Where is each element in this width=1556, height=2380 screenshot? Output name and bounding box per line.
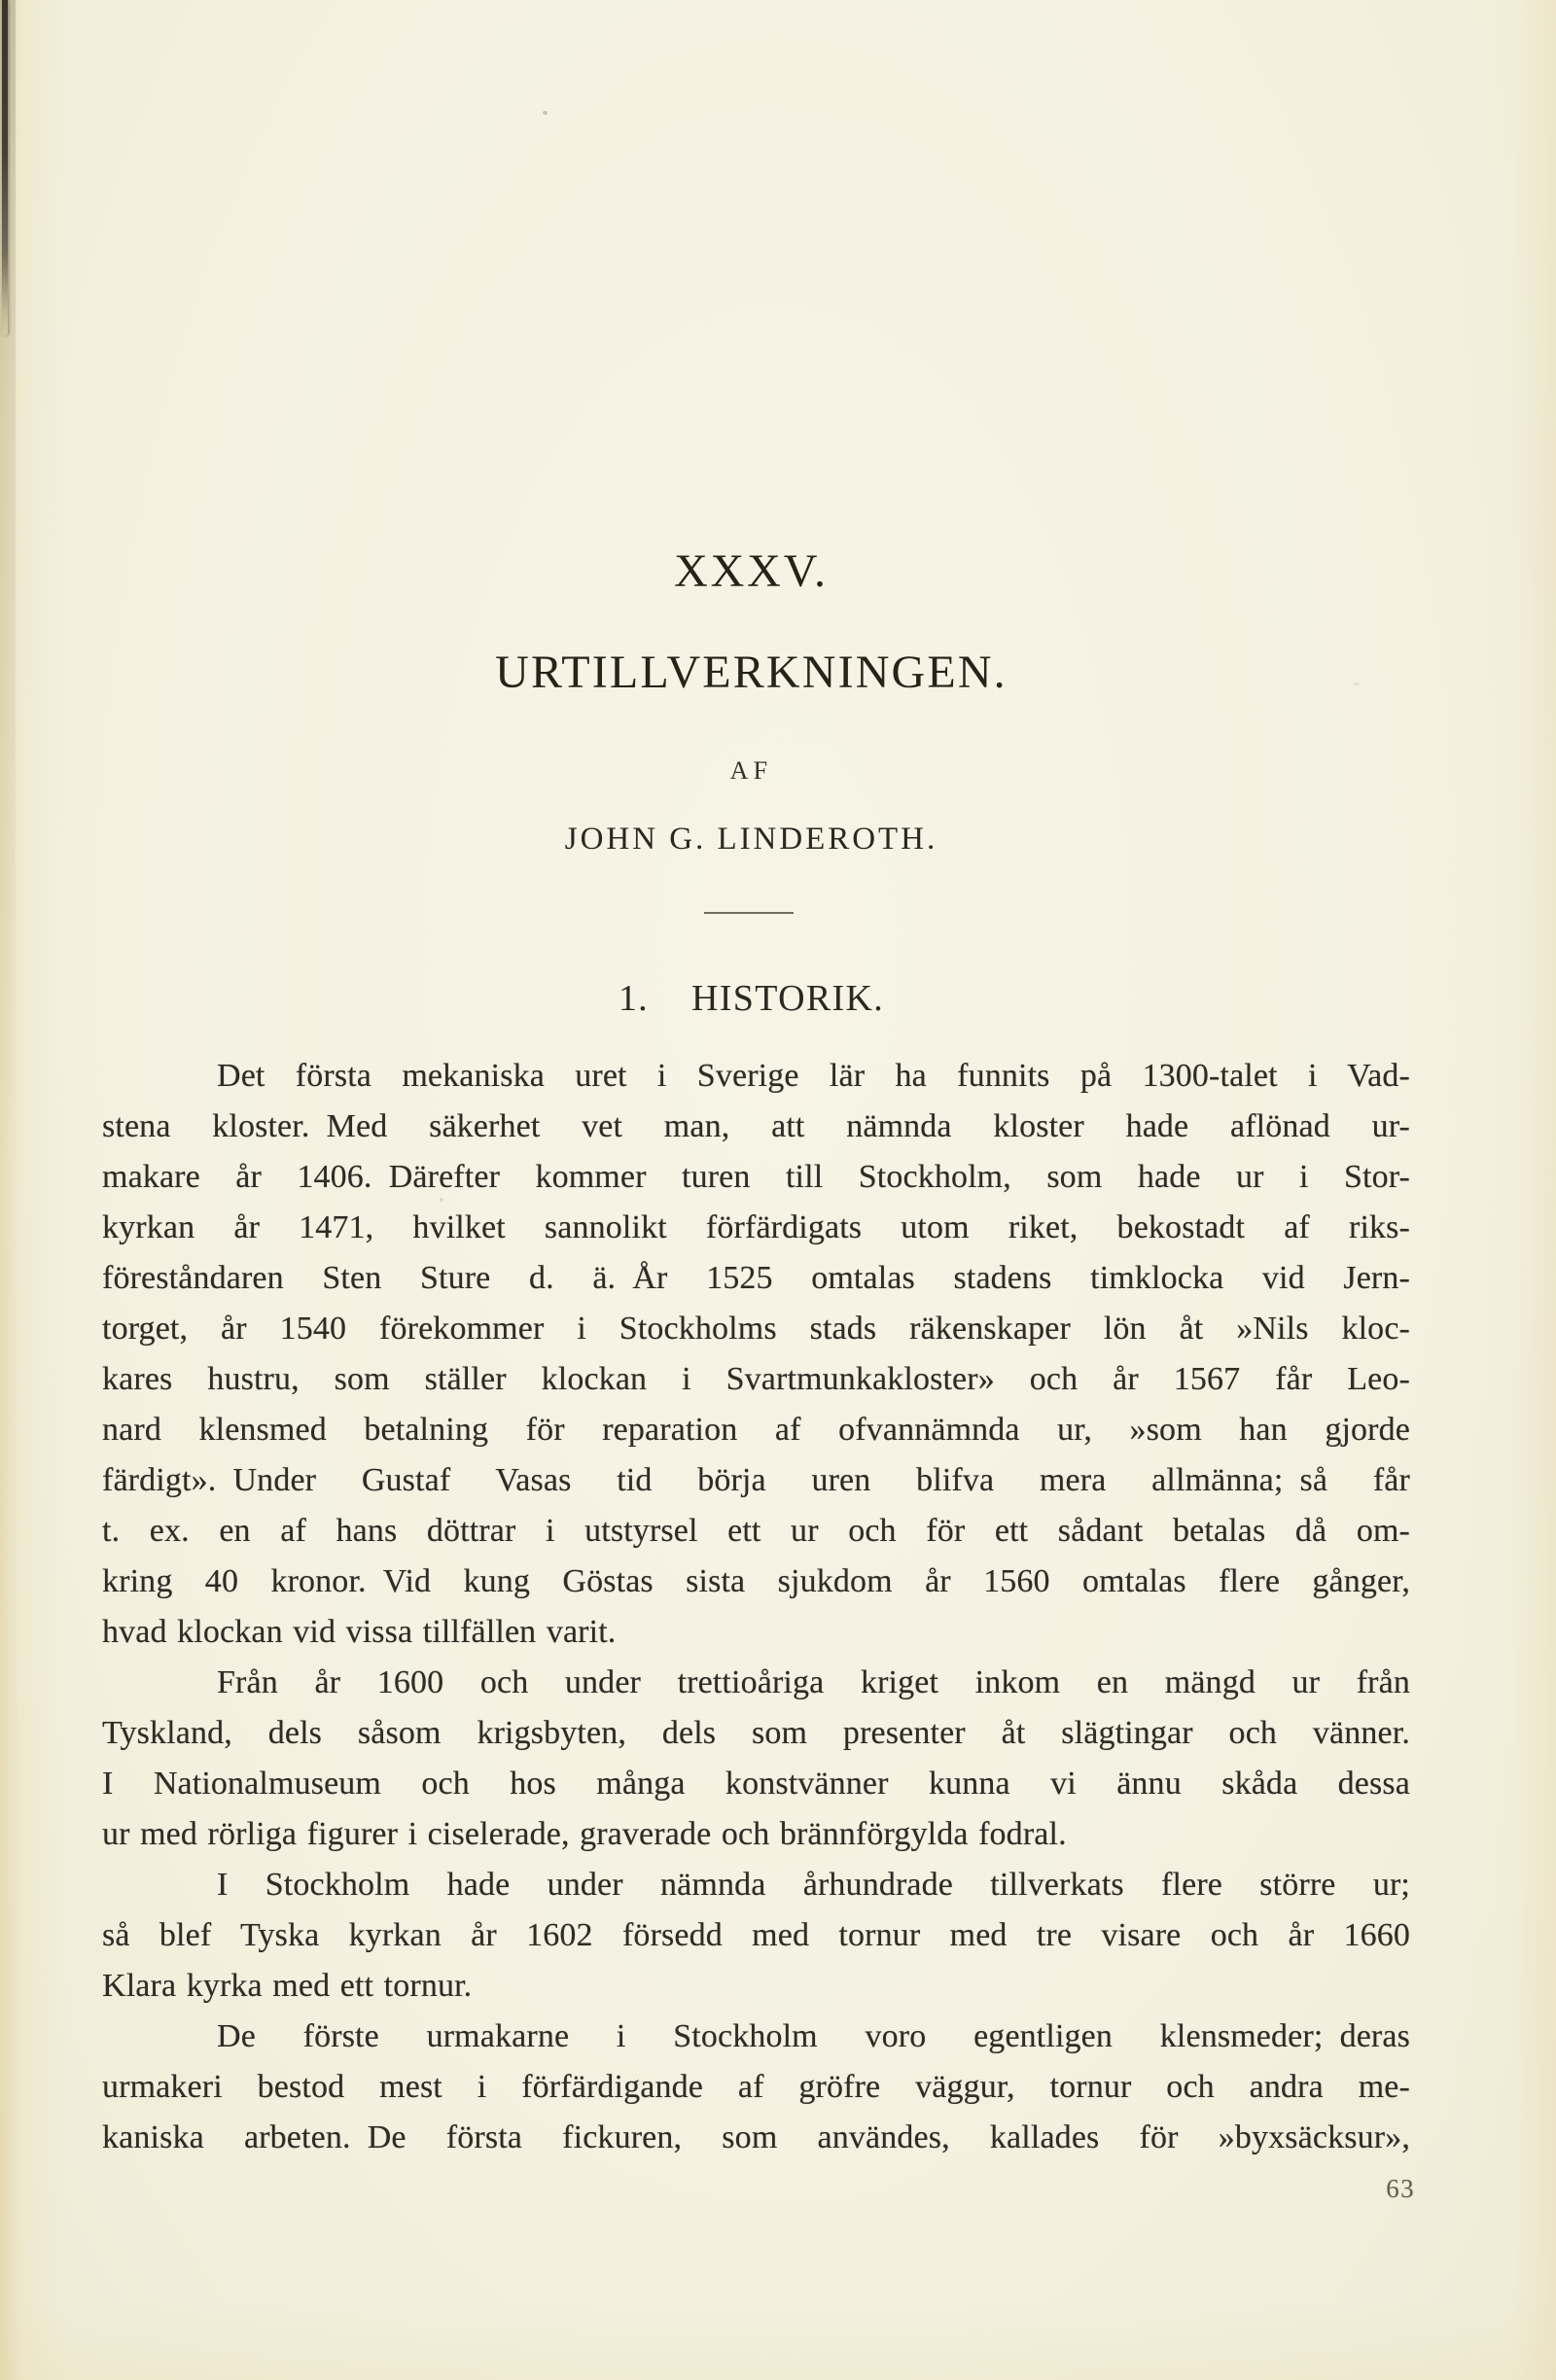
- section-number: 1.: [618, 978, 650, 1019]
- text-line: urmakeri bestod mest i förfärdigande af gröfre väggur, tornur och andra me-: [102, 2069, 1410, 2105]
- scan-binding-edge: [2, 0, 8, 335]
- text-line: färdigt». Under Gustaf Vasas tid börja uren blifva mera allmänna; så får: [102, 1462, 1410, 1498]
- text-line: nard klensmed betalning för reparation af ofvannämnda ur, »som han gjorde: [102, 1412, 1410, 1448]
- section-heading: [0, 977, 1503, 1020]
- chapter-number-heading: XXXV.: [674, 545, 829, 597]
- byline-af-label: AF: [729, 756, 773, 785]
- page-number: 63: [1386, 2174, 1415, 2203]
- body-text: [102, 1051, 1410, 2163]
- text-line: De förste urmakarne i Stockholm voro egentligen klensmeder; deras: [217, 2018, 1410, 2054]
- chapter-title-heading: URTILLVERKNINGEN.: [495, 647, 1008, 698]
- text-line: I Stockholm hade under nämnda århundrade tillverkats flere större ur;: [217, 1867, 1410, 1903]
- text-line: kring 40 kronor. Vid kung Göstas sista sjukdom år 1560 omtalas flere gånger,: [102, 1563, 1410, 1599]
- text-line: kyrkan år 1471, hvilket sannolikt förfärdigats utom riket, bekostadt af riks-: [102, 1209, 1410, 1245]
- text-line: torget, år 1540 förekommer i Stockholms stads räkenskaper lön åt »Nils kloc-: [102, 1311, 1410, 1347]
- text-line: kares hustru, som ställer klockan i Svartmunkakloster» och år 1567 får Leo-: [102, 1361, 1410, 1397]
- section-divider-rule: [704, 912, 794, 914]
- text-line: föreståndaren Sten Sture d. ä. År 1525 omtalas stadens timklocka vid Jern-: [102, 1260, 1410, 1296]
- text-line: Från år 1600 och under trettioåriga kriget inkom en mängd ur från: [217, 1664, 1410, 1700]
- scan-speck: [543, 111, 548, 115]
- text-line: Klara kyrka med ett tornur.: [102, 1968, 473, 2004]
- author-name-heading: JOHN G. LINDEROTH.: [564, 822, 938, 857]
- text-line: så blef Tyska kyrkan år 1602 försedd med tornur med tre visare och år 1660: [102, 1917, 1410, 1953]
- text-line: makare år 1406. Därefter kommer turen till Stockholm, som hade ur i Stor-: [102, 1159, 1410, 1195]
- text-line: Tyskland, dels såsom krigsbyten, dels som presenter åt slägtingar och vänner.: [102, 1715, 1410, 1751]
- text-line: ur med rörliga figurer i ciselerade, graverade och brännförgylda fodral.: [102, 1816, 1067, 1852]
- text-line: stena kloster. Med säkerhet vet man, att nämnda kloster hade aflönad ur-: [102, 1108, 1410, 1144]
- text-line: I Nationalmuseum och hos många konstvänner kunna vi ännu skåda dessa: [102, 1766, 1410, 1802]
- text-line: Det första mekaniska uret i Sverige lär ha funnits på 1300-talet i Vad-: [217, 1058, 1410, 1094]
- section-title: HISTORIK.: [691, 978, 885, 1019]
- text-line: kaniska arbeten. De första fickuren, som användes, kallades för »byxsäcksur»,: [102, 2119, 1410, 2155]
- text-line: t. ex. en af hans döttrar i utstyrsel ett ur och för ett sådant betalas då om-: [102, 1513, 1410, 1549]
- text-line: hvad klockan vid vissa tillfällen varit.: [102, 1614, 617, 1650]
